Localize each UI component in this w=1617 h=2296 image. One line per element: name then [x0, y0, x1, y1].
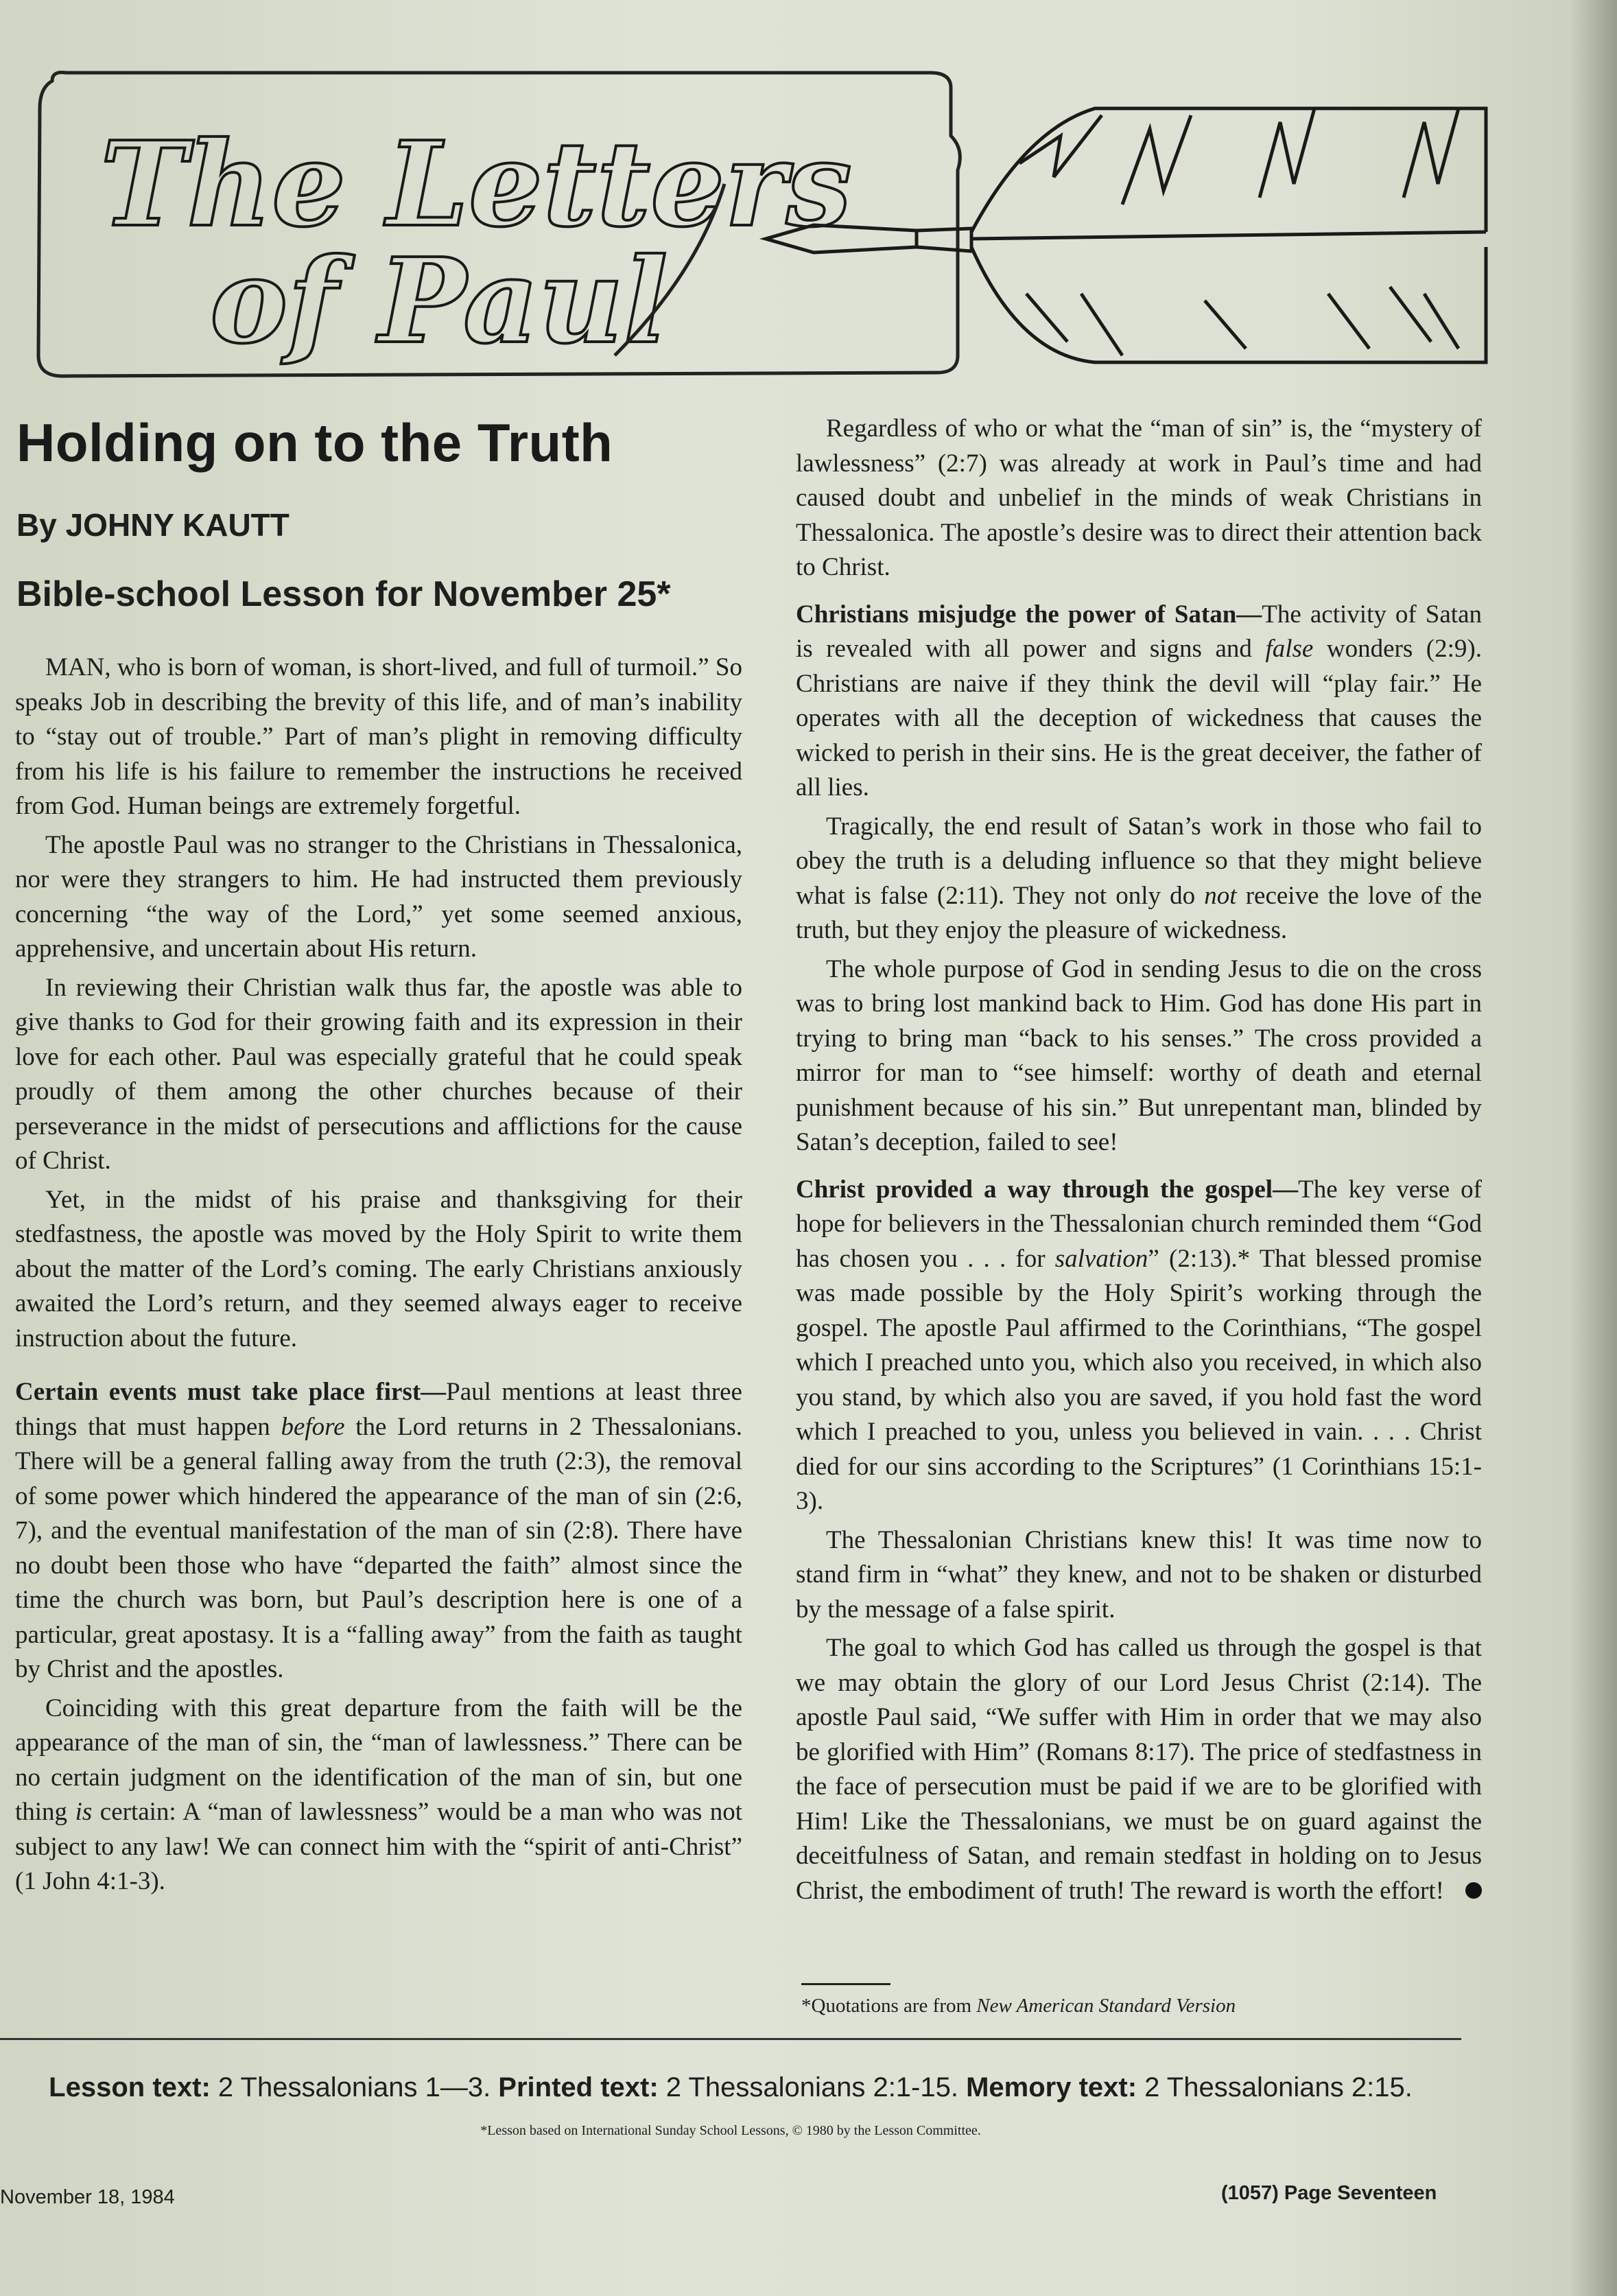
lesson-date-heading: Bible-school Lesson for November 25* [16, 574, 671, 614]
paragraph: MAN, who is born of woman, is short-lived, and full of turmoil.” So speaks Job in describing the brevity of this life, and of man’s inability to “stay out of trouble.” Part of man’s plight in removing difficulty from his life is his failure to remember the instructions he received from God. Human beings are extremely forgetful. [15, 653, 742, 820]
divider [0, 2038, 1461, 2040]
page-edge-shadow [1569, 0, 1617, 2296]
paragraph: Christ provided a way through the gospel—The key verse of hope for believers in the Thessalonian church reminded them “God has chosen you . . . for salvation” (2:13).* That blessed promise was made possible by the Holy Spirit’s working through the gospel. The apostle Paul affirmed to the Corinthians, “The gospel which I preached unto you, which also you received, in which also you stand, by which also you are saved, if you hold fast the word which I preached to you, unless you believed in vain. . . . Christ died for our sins according to the Scriptures” (1 Corinthians 15:1-3). [796, 1175, 1482, 1515]
masthead-title-line2: of Paul [210, 233, 668, 370]
footnote-rule [801, 1983, 890, 1985]
paragraph: Certain events must take place first—Paul mentions at least three things that must happen before the Lord returns in 2 Thessalonians. There will be a general falling away from the truth (2:3), the removal of some power which hindered the appearance of the man of sin (2:6, 7), and the eventual manifestation of the man of sin (2:8). There have no doubt been those who have “departed the faith” almost since the time the church was born, but Paul’s description here is one of a particular, great apostasy. It is a “falling away” from the faith as taught by Christ and the apostles. [15, 1378, 742, 1683]
paragraph: Christians misjudge the power of Satan—The activity of Satan is revealed with all power and signs and false wonders (2:9). Christians are naive if they think the devil will “play fair.” He operates with all the deception of wickedness that causes the wicked to perish in their sins. He is the great deceiver, the father of all lies. [796, 600, 1483, 801]
section-lead: Christians misjudge the power of Satan— [796, 600, 1262, 629]
section-lead: Christ provided a way through the gospel— [796, 1175, 1299, 1204]
paragraph: Regardless of who or what the “man of sin” is, the “mystery of lawlessness” (2:7) was already at work in Paul’s time and had caused doubt and unbelief in the minds of weak Christians in Thessalonica. The apostle’s desire was to direct their attention back to Christ. [796, 414, 1482, 581]
lesson-scripture-info: Lesson text: 2 Thessalonians 1—3. Printed text: 2 Thessalonians 2:1-15. Memory text: 2 Thessalonians 2:15. [49, 2072, 1413, 2102]
right-column [796, 412, 1482, 1912]
left-column [15, 651, 742, 1903]
paragraph: The apostle Paul was no stranger to the Christians in Thessalonica, nor were they strangers to him. He had instructed them previously concerning “the way of the Lord,” yet some seemed anxious, apprehensive, and uncertain about His return. [15, 830, 742, 963]
footer-page-number: (1057) Page Seventeen [1221, 2182, 1437, 2204]
masthead-title-line1: The Letters [100, 116, 852, 253]
paragraph: Coinciding with this great departure from the faith will be the appearance of the man of sin, the “man of lawlessness.” There can be no certain judgment on the identification of the man of sin, but one thing is certain: A “man of lawlessness” would be a man who was not subject to any law! We can connect him with the “spirit of anti-Christ” (1 John 4:1-3). [15, 1694, 743, 1895]
masthead-illustration [25, 67, 1507, 383]
article-title: Holding on to the Truth [16, 412, 613, 473]
paragraph: The whole purpose of God in sending Jesus to die on the cross was to bring lost mankind back to Him. God has done His part in trying to bring man “back to his senses.” The cross provided a mirror for man to “see himself: worthy of death and eternal punishment because of his sin.” But unrepentant man, blinded by Satan’s deception, failed to see! [796, 954, 1482, 1156]
masthead [25, 67, 1507, 383]
footnote: *Quotations are from New American Standard Version [801, 1995, 1236, 2017]
paragraph: Yet, in the midst of his praise and thanksgiving for their stedfastness, the apostle was moved by the Holy Spirit to write them about the matter of the Lord’s coming. The early Christians anxiously awaited the Lord’s return, and they seemed always eager to receive instruction about the future. [15, 1185, 742, 1352]
paragraph: Tragically, the end result of Satan’s work in those who fail to obey the truth is a deluding influence so that they might believe what is false (2:11). They not only do not receive the love of the truth, but they enjoy the pleasure of wickedness. [796, 812, 1482, 944]
byline: By JOHNY KAUTT [16, 507, 290, 543]
paragraph: The goal to which God has called us through the gospel is that we may obtain the glory of our Lord Jesus Christ (2:14). The apostle Paul said, “We suffer with Him in order that we may also be glorified with Him” (Romans 8:17). The price of stedfastness in the face of persecution must be paid if we are to be glorified with Him! Like the Thessalonians, we must be on guard against the deceitfulness of Satan, and remain stedfast in holding on to Jesus Christ, the embodiment of truth! The reward is worth the effort! [796, 1634, 1482, 1905]
paragraph: In reviewing their Christian walk thus far, the apostle was able to give thanks to God for their growing faith and its expression in their love for each other. Paul was especially grateful that he could speak proudly of them among the other churches because of their perseverance in the midst of persecutions and afflictions for the cause of Christ. [15, 973, 742, 1175]
lesson-credit: *Lesson based on International Sunday School Lessons, © 1980 by the Lesson Committee. [480, 2123, 981, 2138]
quill-pen-icon [766, 108, 1486, 362]
section-lead: Certain events must take place first— [15, 1378, 447, 1406]
footer-date: November 18, 1984 [0, 2186, 175, 2208]
paragraph: The Thessalonian Christians knew this! It was time now to stand firm in “what” they knew, and not to be shaken or disturbed by the message of a false spirit. [796, 1525, 1482, 1624]
end-mark-icon [1465, 1882, 1482, 1899]
